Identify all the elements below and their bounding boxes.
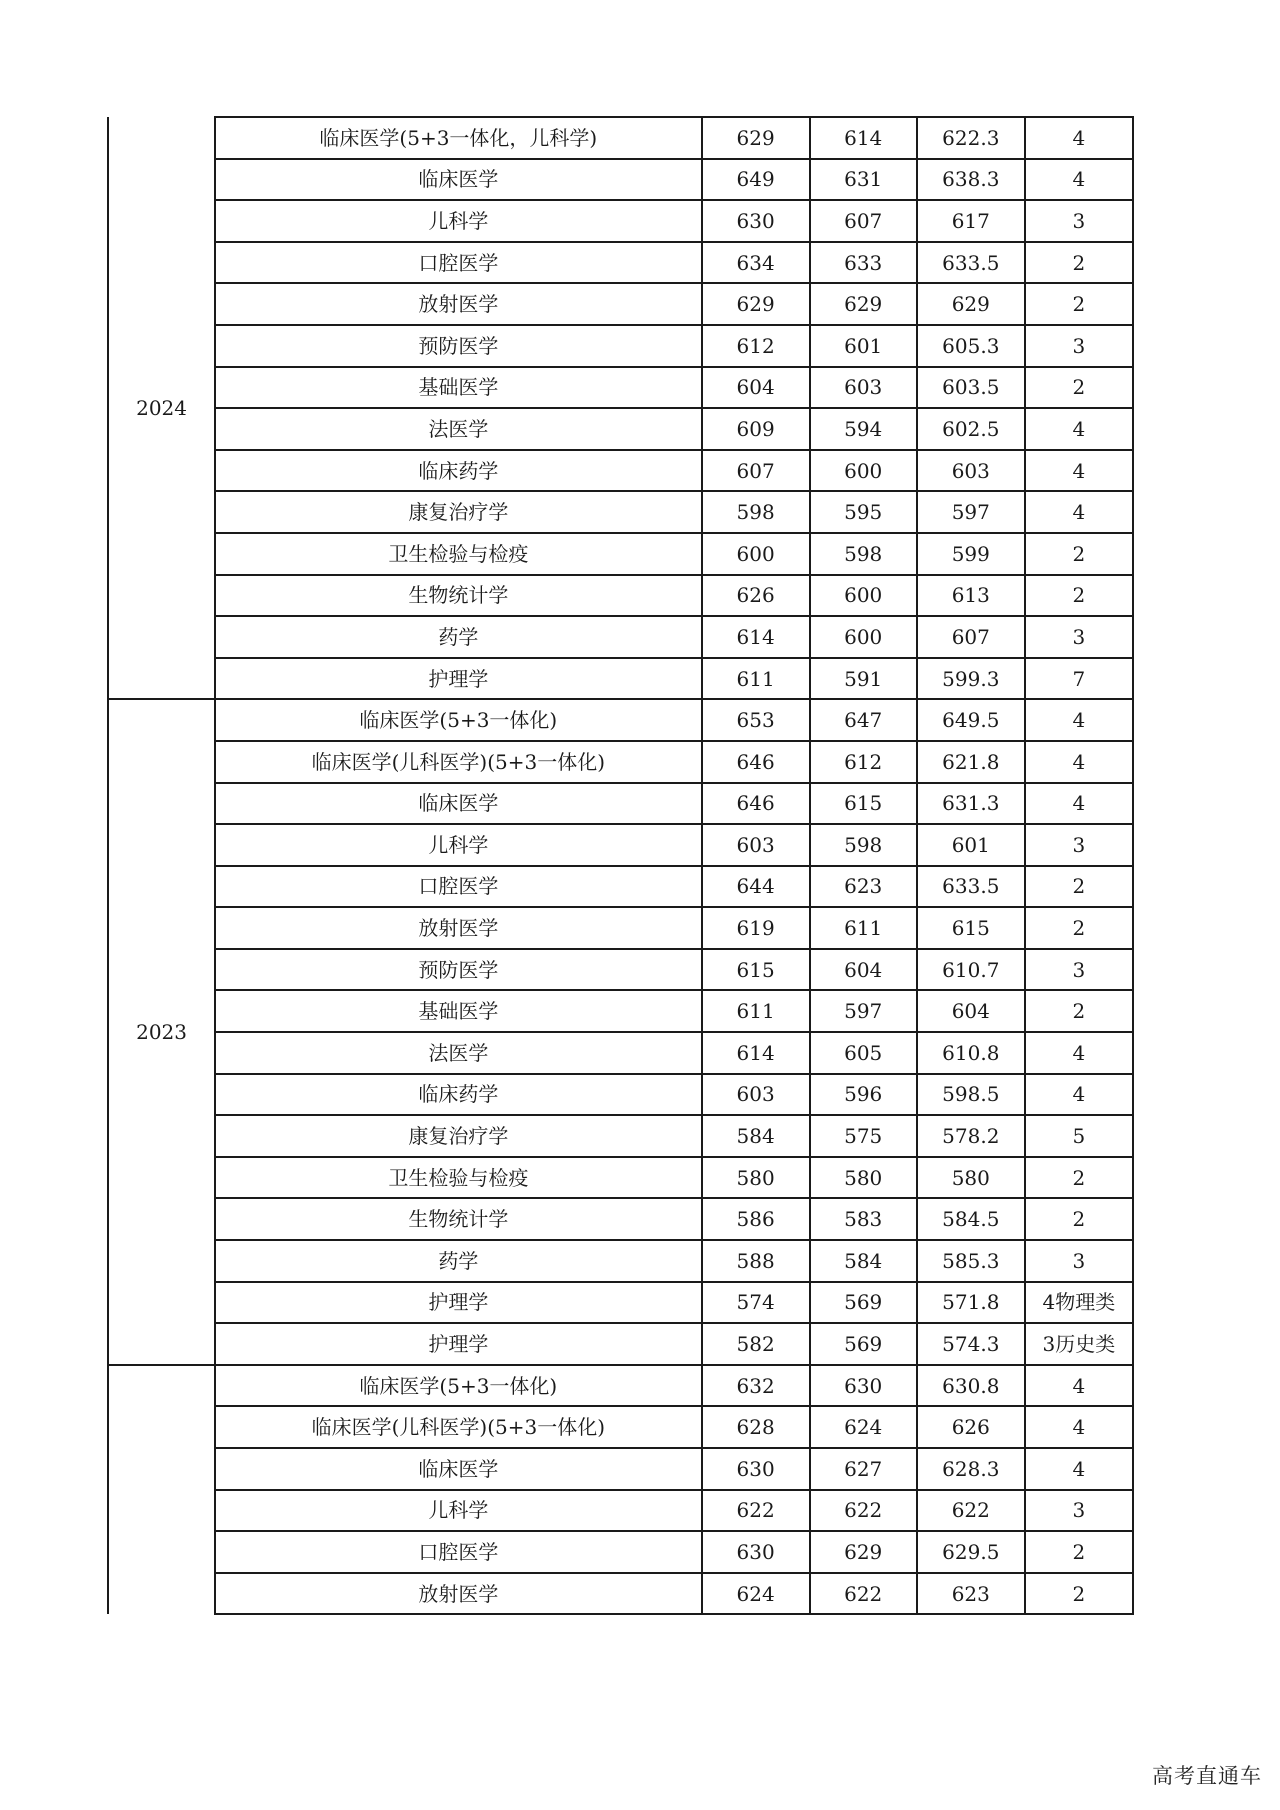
min-score-cell: 600 <box>810 575 917 617</box>
max-score-cell: 624 <box>702 1573 810 1615</box>
max-score-cell: 603 <box>702 824 810 866</box>
avg-score-cell: 633.5 <box>917 242 1025 284</box>
max-score-cell: 626 <box>702 575 810 617</box>
table-row <box>108 1448 1133 1490</box>
avg-score-cell: 597 <box>917 491 1025 533</box>
count-cell: 2 <box>1025 866 1133 908</box>
table-row <box>108 575 1133 617</box>
avg-score-cell: 629.5 <box>917 1531 1025 1573</box>
count-cell: 2 <box>1025 575 1133 617</box>
table-row <box>108 1157 1133 1199</box>
avg-score-cell: 638.3 <box>917 159 1025 201</box>
avg-score-cell: 633.5 <box>917 866 1025 908</box>
major-cell: 放射医学 <box>215 907 701 949</box>
max-score-cell: 630 <box>702 1448 810 1490</box>
max-score-cell: 574 <box>702 1282 810 1324</box>
max-score-cell: 611 <box>702 658 810 700</box>
count-cell: 2 <box>1025 242 1133 284</box>
min-score-cell: 622 <box>810 1490 917 1532</box>
major-cell: 预防医学 <box>215 325 701 367</box>
count-cell: 4 <box>1025 117 1133 159</box>
max-score-cell: 646 <box>702 783 810 825</box>
min-score-cell: 622 <box>810 1573 917 1615</box>
count-cell: 4 <box>1025 783 1133 825</box>
count-cell: 3 <box>1025 200 1133 242</box>
max-score-cell: 603 <box>702 1074 810 1116</box>
min-score-cell: 584 <box>810 1240 917 1282</box>
min-score-cell: 630 <box>810 1365 917 1407</box>
table-row <box>108 367 1133 409</box>
min-score-cell: 569 <box>810 1282 917 1324</box>
min-score-cell: 629 <box>810 1531 917 1573</box>
count-cell: 3 <box>1025 325 1133 367</box>
major-cell: 临床医学 <box>215 159 701 201</box>
max-score-cell: 622 <box>702 1490 810 1532</box>
score-table <box>107 116 1134 1615</box>
max-score-cell: 604 <box>702 367 810 409</box>
count-cell: 4 <box>1025 1448 1133 1490</box>
min-score-cell: 607 <box>810 200 917 242</box>
major-cell: 临床医学 <box>215 1448 701 1490</box>
min-score-cell: 603 <box>810 367 917 409</box>
table-row <box>108 450 1133 492</box>
count-cell: 2 <box>1025 1157 1133 1199</box>
min-score-cell: 598 <box>810 533 917 575</box>
min-score-cell: 604 <box>810 949 917 991</box>
year-cell: 2024 <box>108 117 215 699</box>
count-cell: 3 <box>1025 1490 1133 1532</box>
table-row <box>108 783 1133 825</box>
max-score-cell: 612 <box>702 325 810 367</box>
avg-score-cell: 605.3 <box>917 325 1025 367</box>
max-score-cell: 629 <box>702 117 810 159</box>
max-score-cell: 598 <box>702 491 810 533</box>
major-cell: 临床医学(儿科医学)(5+3一体化) <box>215 741 701 783</box>
max-score-cell: 614 <box>702 616 810 658</box>
table-row <box>108 491 1133 533</box>
major-cell: 口腔医学 <box>215 242 701 284</box>
table-row <box>108 1074 1133 1116</box>
min-score-cell: 569 <box>810 1323 917 1365</box>
avg-score-cell: 574.3 <box>917 1323 1025 1365</box>
avg-score-cell: 621.8 <box>917 741 1025 783</box>
major-cell: 临床药学 <box>215 450 701 492</box>
table-row <box>108 1573 1133 1615</box>
max-score-cell: 582 <box>702 1323 810 1365</box>
table-row <box>108 741 1133 783</box>
count-cell: 3 <box>1025 616 1133 658</box>
avg-score-cell: 585.3 <box>917 1240 1025 1282</box>
count-cell: 2 <box>1025 907 1133 949</box>
avg-score-cell: 630.8 <box>917 1365 1025 1407</box>
major-cell: 临床医学(5+3一体化) <box>215 699 701 741</box>
major-cell: 康复治疗学 <box>215 1115 701 1157</box>
min-score-cell: 594 <box>810 408 917 450</box>
avg-score-cell: 610.7 <box>917 949 1025 991</box>
max-score-cell: 586 <box>702 1198 810 1240</box>
count-cell: 4 <box>1025 1032 1133 1074</box>
major-cell: 口腔医学 <box>215 866 701 908</box>
major-cell: 临床医学(儿科医学)(5+3一体化) <box>215 1406 701 1448</box>
major-cell: 护理学 <box>215 658 701 700</box>
min-score-cell: 575 <box>810 1115 917 1157</box>
table-row <box>108 990 1133 1032</box>
count-cell: 4 <box>1025 450 1133 492</box>
min-score-cell: 624 <box>810 1406 917 1448</box>
min-score-cell: 611 <box>810 907 917 949</box>
year-cell: 2023 <box>108 699 215 1365</box>
table-row <box>108 200 1133 242</box>
count-cell: 4 <box>1025 1365 1133 1407</box>
min-score-cell: 598 <box>810 824 917 866</box>
max-score-cell: 584 <box>702 1115 810 1157</box>
max-score-cell: 632 <box>702 1365 810 1407</box>
avg-score-cell: 629 <box>917 283 1025 325</box>
table-row <box>108 533 1133 575</box>
max-score-cell: 609 <box>702 408 810 450</box>
avg-score-cell: 607 <box>917 616 1025 658</box>
year-cell <box>108 1365 215 1615</box>
avg-score-cell: 603.5 <box>917 367 1025 409</box>
min-score-cell: 595 <box>810 491 917 533</box>
max-score-cell: 607 <box>702 450 810 492</box>
major-cell: 药学 <box>215 616 701 658</box>
count-cell: 7 <box>1025 658 1133 700</box>
avg-score-cell: 622 <box>917 1490 1025 1532</box>
table-row <box>108 824 1133 866</box>
avg-score-cell: 649.5 <box>917 699 1025 741</box>
major-cell: 儿科学 <box>215 200 701 242</box>
max-score-cell: 611 <box>702 990 810 1032</box>
min-score-cell: 591 <box>810 658 917 700</box>
min-score-cell: 601 <box>810 325 917 367</box>
count-cell: 2 <box>1025 990 1133 1032</box>
avg-score-cell: 610.8 <box>917 1032 1025 1074</box>
table-row <box>108 1406 1133 1448</box>
avg-score-cell: 599.3 <box>917 658 1025 700</box>
table-row <box>108 283 1133 325</box>
major-cell: 口腔医学 <box>215 1531 701 1573</box>
count-cell: 2 <box>1025 283 1133 325</box>
min-score-cell: 627 <box>810 1448 917 1490</box>
max-score-cell: 588 <box>702 1240 810 1282</box>
avg-score-cell: 598.5 <box>917 1074 1025 1116</box>
max-score-cell: 628 <box>702 1406 810 1448</box>
avg-score-cell: 604 <box>917 990 1025 1032</box>
table-row <box>108 616 1133 658</box>
major-cell: 临床医学(5+3一体化，儿科学) <box>215 117 701 159</box>
count-cell: 2 <box>1025 1573 1133 1615</box>
max-score-cell: 634 <box>702 242 810 284</box>
avg-score-cell: 613 <box>917 575 1025 617</box>
count-cell: 3 <box>1025 949 1133 991</box>
major-cell: 基础医学 <box>215 367 701 409</box>
min-score-cell: 633 <box>810 242 917 284</box>
max-score-cell: 580 <box>702 1157 810 1199</box>
major-cell: 放射医学 <box>215 1573 701 1615</box>
count-cell: 2 <box>1025 1531 1133 1573</box>
table-row <box>108 1490 1133 1532</box>
min-score-cell: 597 <box>810 990 917 1032</box>
min-score-cell: 612 <box>810 741 917 783</box>
major-cell: 卫生检验与检疫 <box>215 1157 701 1199</box>
min-score-cell: 596 <box>810 1074 917 1116</box>
major-cell: 法医学 <box>215 408 701 450</box>
table-row <box>108 907 1133 949</box>
count-cell: 2 <box>1025 367 1133 409</box>
major-cell: 放射医学 <box>215 283 701 325</box>
table-row <box>108 699 1133 741</box>
major-cell: 康复治疗学 <box>215 491 701 533</box>
count-cell: 4 <box>1025 741 1133 783</box>
table-row <box>108 1531 1133 1573</box>
max-score-cell: 630 <box>702 200 810 242</box>
max-score-cell: 646 <box>702 741 810 783</box>
count-cell: 3 <box>1025 824 1133 866</box>
max-score-cell: 614 <box>702 1032 810 1074</box>
count-cell: 3历史类 <box>1025 1323 1133 1365</box>
avg-score-cell: 631.3 <box>917 783 1025 825</box>
max-score-cell: 653 <box>702 699 810 741</box>
major-cell: 儿科学 <box>215 824 701 866</box>
table-row <box>108 949 1133 991</box>
avg-score-cell: 578.2 <box>917 1115 1025 1157</box>
major-cell: 生物统计学 <box>215 575 701 617</box>
major-cell: 预防医学 <box>215 949 701 991</box>
min-score-cell: 600 <box>810 616 917 658</box>
avg-score-cell: 602.5 <box>917 408 1025 450</box>
avg-score-cell: 599 <box>917 533 1025 575</box>
table-row <box>108 866 1133 908</box>
min-score-cell: 614 <box>810 117 917 159</box>
avg-score-cell: 603 <box>917 450 1025 492</box>
avg-score-cell: 601 <box>917 824 1025 866</box>
table-row <box>108 1240 1133 1282</box>
major-cell: 法医学 <box>215 1032 701 1074</box>
major-cell: 药学 <box>215 1240 701 1282</box>
min-score-cell: 583 <box>810 1198 917 1240</box>
major-cell: 基础医学 <box>215 990 701 1032</box>
major-cell: 临床医学 <box>215 783 701 825</box>
avg-score-cell: 615 <box>917 907 1025 949</box>
major-cell: 临床药学 <box>215 1074 701 1116</box>
min-score-cell: 580 <box>810 1157 917 1199</box>
count-cell: 4 <box>1025 159 1133 201</box>
max-score-cell: 644 <box>702 866 810 908</box>
max-score-cell: 600 <box>702 533 810 575</box>
min-score-cell: 605 <box>810 1032 917 1074</box>
count-cell: 3 <box>1025 1240 1133 1282</box>
count-cell: 4 <box>1025 1406 1133 1448</box>
table-row <box>108 1198 1133 1240</box>
min-score-cell: 631 <box>810 159 917 201</box>
table-row <box>108 1115 1133 1157</box>
min-score-cell: 623 <box>810 866 917 908</box>
avg-score-cell: 584.5 <box>917 1198 1025 1240</box>
watermark-text: 高考直通车 <box>1152 1764 1262 1788</box>
table-row <box>108 1323 1133 1365</box>
min-score-cell: 647 <box>810 699 917 741</box>
max-score-cell: 615 <box>702 949 810 991</box>
min-score-cell: 600 <box>810 450 917 492</box>
avg-score-cell: 571.8 <box>917 1282 1025 1324</box>
count-cell: 4 <box>1025 699 1133 741</box>
table-row <box>108 1032 1133 1074</box>
major-cell: 生物统计学 <box>215 1198 701 1240</box>
avg-score-cell: 622.3 <box>917 117 1025 159</box>
table-row <box>108 1365 1133 1407</box>
max-score-cell: 619 <box>702 907 810 949</box>
min-score-cell: 615 <box>810 783 917 825</box>
table-row <box>108 1282 1133 1324</box>
count-cell: 5 <box>1025 1115 1133 1157</box>
major-cell: 临床医学(5+3一体化) <box>215 1365 701 1407</box>
avg-score-cell: 623 <box>917 1573 1025 1615</box>
max-score-cell: 649 <box>702 159 810 201</box>
min-score-cell: 629 <box>810 283 917 325</box>
count-cell: 4物理类 <box>1025 1282 1133 1324</box>
count-cell: 2 <box>1025 1198 1133 1240</box>
count-cell: 4 <box>1025 1074 1133 1116</box>
table-row <box>108 408 1133 450</box>
max-score-cell: 630 <box>702 1531 810 1573</box>
avg-score-cell: 626 <box>917 1406 1025 1448</box>
score-table-body <box>108 117 1133 1614</box>
table-row <box>108 242 1133 284</box>
major-cell: 护理学 <box>215 1323 701 1365</box>
table-row <box>108 658 1133 700</box>
count-cell: 4 <box>1025 491 1133 533</box>
major-cell: 儿科学 <box>215 1490 701 1532</box>
avg-score-cell: 580 <box>917 1157 1025 1199</box>
table-row <box>108 117 1133 159</box>
table-row <box>108 325 1133 367</box>
table-row <box>108 159 1133 201</box>
avg-score-cell: 617 <box>917 200 1025 242</box>
max-score-cell: 629 <box>702 283 810 325</box>
count-cell: 2 <box>1025 533 1133 575</box>
major-cell: 卫生检验与检疫 <box>215 533 701 575</box>
count-cell: 4 <box>1025 408 1133 450</box>
avg-score-cell: 628.3 <box>917 1448 1025 1490</box>
major-cell: 护理学 <box>215 1282 701 1324</box>
